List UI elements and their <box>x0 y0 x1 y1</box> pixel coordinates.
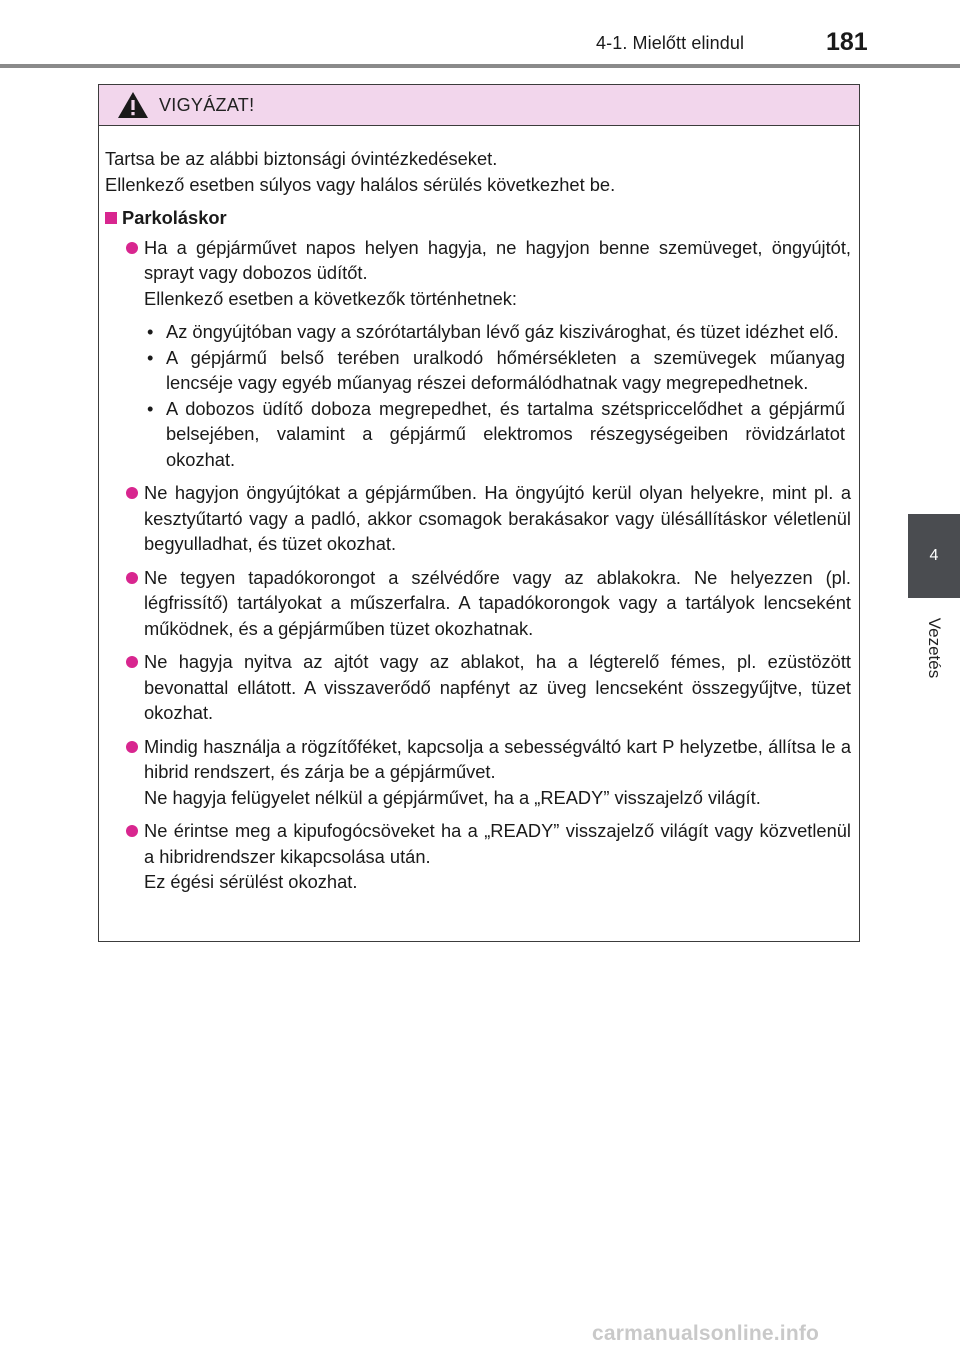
watermark: carmanualsonline.info <box>592 1322 820 1345</box>
sub-list-item: • A gépjármű belső terében uralkodó hőmérsékleten a szemüvegek műanyag lencséje vagy egyéb műanyag részei deformálódhatnak vagy megrepedhetnek. <box>144 345 845 396</box>
sub-list-item: • A dobozos üdítő doboza megrepedhet, és tartalma szétspriccelődhet a gépjármű belsejében, valamint a gépjármű elektromos részegységeiben rövidzárlatot okozhat. <box>144 396 845 473</box>
warning-triangle-icon <box>117 91 149 119</box>
item-followup: Ne hagyja felügyelet nélkül a gépjárművet, ha a „READY” visszajelző világít. <box>144 786 761 808</box>
caution-title: VIGYÁZAT! <box>159 94 255 115</box>
section-heading-text: Parkoláskor <box>122 207 227 228</box>
list-item <box>105 480 851 557</box>
item-text: Ne érintse meg a kipufogócsöveket ha a „READY” visszajelző világít vagy közvetlenül a hibridrendszer kikapcsolása után. <box>144 820 851 867</box>
item-text: Ne tegyen tapadókorongot a szélvédőre vagy az ablakokra. Ne helyezzen (pl. légfrissítő) tartályokat a műszerfalra. A tapadókorongok vagy a tartályok lencseként működnek, és a gépjárműben tüzet okozhatnak. <box>144 566 851 639</box>
caution-body <box>99 126 859 895</box>
circle-bullet-icon <box>126 572 138 584</box>
list-item <box>105 235 851 473</box>
item-text: Ne hagyjon öngyújtókat a gépjárműben. Ha öngyújtó kerül olyan helyekre, mint pl. a kesztyűtartó vagy a padló, akkor csomagok berakásakor vagy ülésállításkor véletlenül begyulladhat, és tüzet okozhat. <box>144 482 851 554</box>
item-text: Ne hagyja nyitva az ajtót vagy az ablakot, ha a légterelő fémes, pl. ezüstözött bevonattal ellátott. A visszaverődő napfényt az üveg lencseként összegyűjtve, tüzet okozhat. <box>144 651 851 723</box>
item-followup: Ellenkező esetben a következők történhetnek: <box>144 287 517 309</box>
caution-intro <box>105 146 851 197</box>
square-bullet-icon <box>105 212 117 224</box>
circle-bullet-icon <box>126 656 138 668</box>
intro-line: Ellenkező esetben súlyos vagy halálos sérülés következhet be. <box>105 173 616 195</box>
sub-list-item: • Az öngyújtóban vagy a szórótartályban lévő gáz kiszivároghat, és tüzet idézhet elő. <box>144 319 845 345</box>
caution-header <box>99 85 859 126</box>
circle-bullet-icon <box>126 487 138 499</box>
chapter-number: 4 <box>929 547 939 564</box>
chapter-title: Vezetés <box>925 617 944 679</box>
item-text: Mindig használja a rögzítőféket, kapcsolja a sebességváltó kart P helyzetbe, állítsa le a hibrid rendszert, és zárja be a gépjárművet. <box>144 735 851 782</box>
list-item <box>105 565 851 642</box>
chapter-tab[interactable] <box>908 514 960 598</box>
circle-bullet-icon <box>126 741 138 753</box>
item-followup: Ez égési sérülést okozhat. <box>144 871 358 892</box>
caution-box <box>98 84 860 942</box>
section-heading <box>105 205 851 231</box>
item-text: Ha a gépjárművet napos helyen hagyja, ne hagyjon benne szemüveget, öngyújtót, sprayt vagy dobozos üdítőt. <box>144 236 851 283</box>
page-number: 181 <box>826 28 868 56</box>
circle-bullet-icon <box>126 825 138 837</box>
section-title: 4-1. Mielőtt elindul <box>596 33 745 53</box>
list-item <box>105 818 851 895</box>
list-item <box>105 649 851 726</box>
sub-list <box>144 319 851 472</box>
intro-line: Tartsa be az alábbi biztonsági óvintézkedéseket. <box>105 148 498 169</box>
circle-bullet-icon <box>126 242 138 254</box>
list-item <box>105 734 851 811</box>
header-divider <box>0 64 960 68</box>
